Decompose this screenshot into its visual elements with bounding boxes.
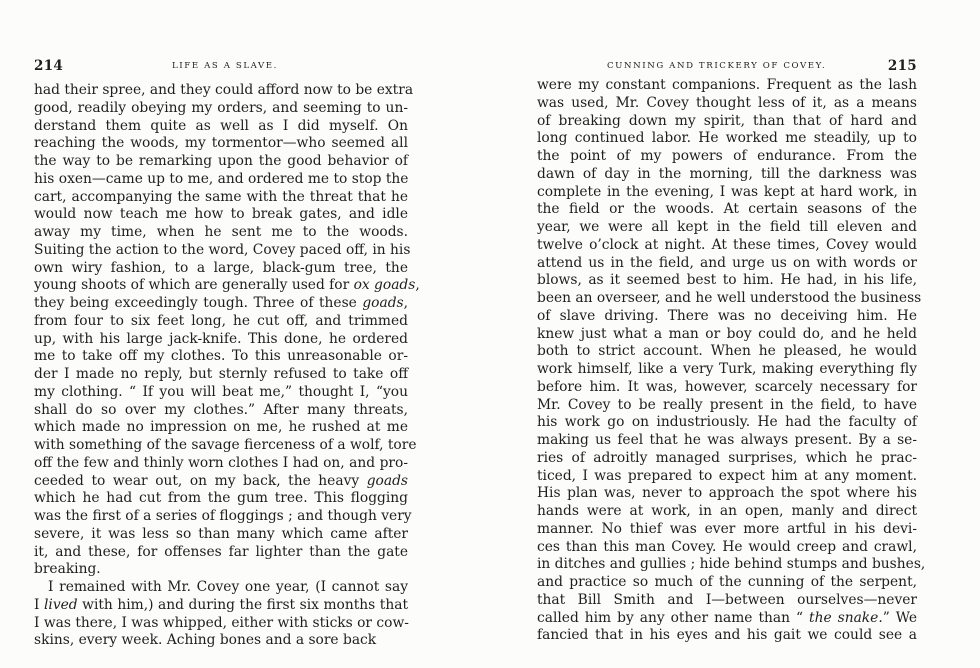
right-page [537,0,926,668]
text-line: ceeded to wear out, on my back, the heavy goads [34,472,408,489]
text-line: been an overseer, and he well understood the business [537,290,922,306]
text-line: which he had cut from the gum tree. This flogging [34,490,408,507]
text-line: year, we were all kept in the field till eleven and [537,219,917,235]
text-line: up, with his large jack-knife. This done, he ordered [34,330,408,347]
text-line: fancied that in his eyes and his gait we could see a [537,627,917,644]
running-head: LIFE AS A SLAVE. [172,61,279,71]
text-line: the field or the woods. At certain seasons of the [537,201,917,218]
text-line: the way to be remarking upon the good behavior of [34,153,408,169]
text-line: called him by any other name than “ the snake.” We [537,609,917,626]
text-line: it, and these, for offenses far lighter than the gate [34,543,408,560]
text-line: reaching the woods, my tormentor—who seemed all [34,135,408,152]
text-line: ries of adroitly managed surprises, which he prac- [537,449,917,466]
text-line: skins, every week. Aching bones and a sore back [34,632,377,649]
text-line: me to take off my clothes. To this unreasonable or- [34,348,408,365]
right-page-body [537,77,926,645]
text-line: I lived with him,) and during the first six months that [34,596,408,613]
text-line: long continued labor. He worked me steadily, up to [537,130,917,147]
text-line: was the first of a series of floggings ; and though very [34,508,412,524]
text-line: der I made no reply, but sternly refused to take off [34,366,408,382]
text-line: of slave driving. There was no deceiving him. He [537,307,917,324]
text-line: own wiry fashion, to a large, black-gum tree, the [34,259,408,276]
page-number: 215 [887,58,917,74]
text-line: severe, it was less so than many which came after [34,525,408,542]
text-line: had their spree, and they could afford now to be extra [34,82,414,98]
text-line: my clothing. “ If you will beat me,” thought I, “you [34,383,408,400]
text-line: were my constant companions. Frequent as the lash [537,77,917,93]
text-line: young shoots of which are generally used for ox goads, [34,277,420,294]
text-line: that Bill Smith and I—between ourselves—never [537,591,917,608]
text-line: with something of the savage fierceness of a wolf, tore [34,437,417,453]
text-line: derstand them quite as well as I did myself. On [34,117,408,134]
right-page-header [537,58,917,74]
text-line: would now teach me how to break gates, and idle [34,206,408,223]
text-line: which made no impression on me, he rushed at me [34,419,408,436]
text-line: complete in the evening, I was kept at hard work, in [537,183,917,200]
page-number: 214 [34,58,64,74]
text-line: before him. It was, however, scarcely necessary for [537,378,917,395]
text-line: the point of my powers of endurance. From the [537,148,917,164]
text-line: Mr. Covey to be really present in the field, to have [537,396,917,413]
text-line: blows, as it seemed best to him. He had, in his life, [537,272,917,289]
text-line: shall do so over my clothes.” After many threats, [34,401,408,418]
text-line: Suiting the action to the word, Covey paced off, in his [34,241,411,258]
left-page-header [34,58,408,74]
text-line: dawn of day in the morning, till the darkness was [537,165,917,182]
text-line: I was there, I was whipped, either with sticks or cow- [34,614,409,631]
text-line: making us feel that he was always present. By a se- [537,432,917,448]
text-line: his work go on industriously. He had the faculty of [537,414,917,431]
text-line: ticed, I was prepared to expect him at any moment. [537,467,917,484]
text-line: manner. No thief was ever more artful in his devi- [537,520,917,537]
text-line: off the few and thinly worn clothes I had on, and pro- [34,454,408,471]
text-line: his oxen—came up to me, and ordered me to stop the [34,170,409,187]
text-line: twelve o’clock at night. At these times, Covey would [537,236,917,253]
text-line: knew just what a man or boy could do, and he held [537,325,917,342]
running-head: CUNNING AND TRICKERY OF COVEY. [607,61,827,71]
text-line: attend us in the field, and urge us on with words or [537,254,917,271]
text-line: good, readily obeying my orders, and seeming to un- [34,99,408,116]
text-line: hands were at work, in an open, manly and direct [537,503,917,519]
text-line: away my time, when he sent me to the woods. [34,224,408,240]
text-line: work himself, like a very Turk, making everything fly [537,361,917,377]
text-line: they being exceedingly tough. Three of these goads, [34,295,408,311]
left-page-body [34,82,420,650]
text-line: from four to six feet long, he cut off, and trimmed [34,312,408,329]
text-line: His plan was, never to approach the spot where his [537,485,917,502]
text-line: was used, Mr. Covey thought less of it, as a means [537,94,917,111]
text-line: in ditches and gullies ; hide behind stumps and bushes, [537,556,926,573]
text-line: ces than this man Covey. He would creep and crawl, [537,538,917,555]
text-line: breaking. [34,561,101,578]
text-line: and practice so much of the cunning of the serpent, [537,574,917,590]
text-line: cart, accompanying the same with the threat that he [34,188,408,205]
left-page [34,0,420,668]
text-line: of breaking down my spirit, than that of hard and [537,112,917,129]
text-line: I remained with Mr. Covey one year, (I cannot say [48,579,408,595]
text-line: both to strict account. When he pleased, he would [537,343,917,360]
